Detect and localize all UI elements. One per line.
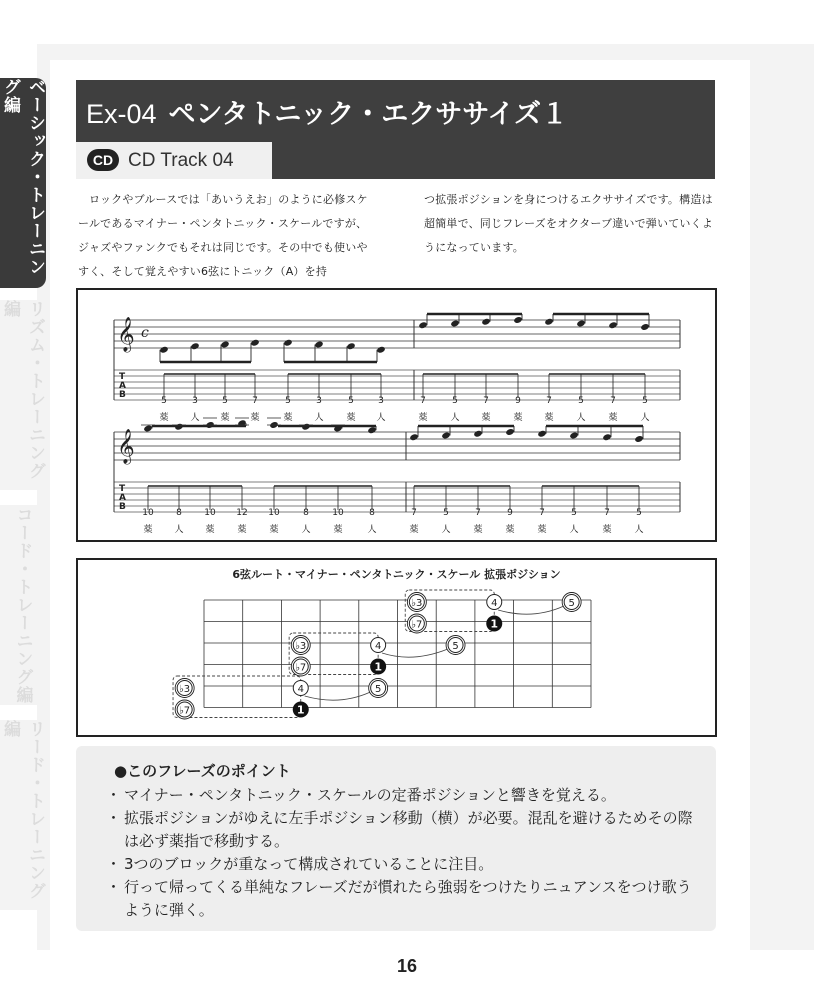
- fingering-label: 人: [314, 413, 324, 423]
- tab-number: 3: [192, 396, 198, 406]
- fingering-label: 人: [576, 413, 586, 423]
- note-label: 1: [490, 617, 499, 631]
- slide-connector: [305, 692, 371, 700]
- note-head: [301, 423, 310, 431]
- fingering-label: 薬: [537, 525, 547, 535]
- tab-number: 9: [515, 396, 521, 406]
- note-head: [418, 321, 427, 329]
- sidebar-tab-basic[interactable]: [0, 78, 46, 288]
- fingering-label: 薬: [159, 413, 169, 423]
- tab-number: 8: [303, 508, 309, 518]
- sidebar-tab-label: リード・トレーニング編: [0, 720, 45, 900]
- tab-number: 7: [411, 508, 417, 518]
- fingering-label: 薬: [409, 525, 419, 535]
- note-head: [367, 426, 376, 434]
- fingering-label: 人: [441, 525, 451, 535]
- tab-number: 5: [348, 396, 354, 406]
- intro-left-column: [78, 188, 376, 284]
- intro-right-text: つ拡張ポジションを身につけるエクササイズです。構造は超簡単で、同じフレーズをオクターブ違いで弾いていくようになっています。: [424, 193, 713, 254]
- sidebar-tab-lead[interactable]: [0, 720, 46, 910]
- tab-number: 7: [546, 396, 552, 406]
- note-head: [505, 428, 514, 436]
- intro-left-text: ロックやブルースでは「あいうえお」のように必修スケールであるマイナー・ペンタトニック・スケールですが、ジャズやファンクでもそれは同じです。その中でも使いやすく、そして覚えやすい6弦にトニック（A）を持: [78, 193, 368, 278]
- fingering-label: 人: [634, 525, 644, 535]
- fingering-label: 人: [450, 413, 460, 423]
- tab-number: 3: [378, 396, 384, 406]
- note-head: [450, 320, 459, 328]
- note-head: [174, 423, 183, 431]
- note-label: 4: [491, 598, 498, 609]
- tab-number: 7: [604, 508, 610, 518]
- score-notation: [78, 290, 715, 540]
- time-signature: c: [141, 325, 149, 341]
- points-heading: ●このフレーズのポイント: [114, 762, 291, 780]
- note-label: ♭3: [179, 684, 191, 695]
- tab-number: 5: [452, 396, 458, 406]
- tab-number: 10: [142, 508, 154, 518]
- note-label: 1: [374, 660, 382, 674]
- fingering-label: 人: [376, 413, 386, 423]
- treble-clef-icon: 𝄞: [117, 429, 135, 464]
- fingering-label: 薬: [513, 413, 523, 423]
- tab-number: 9: [507, 508, 513, 518]
- fingering-label: 人: [190, 413, 200, 423]
- note-head: [640, 323, 649, 331]
- note-head: [220, 341, 229, 349]
- tab-number: 5: [636, 508, 642, 518]
- tab-label: T: [119, 372, 126, 382]
- tab-number: 5: [222, 396, 228, 406]
- note-head: [159, 346, 168, 354]
- sidebar-tab-chord[interactable]: [0, 505, 46, 705]
- note-head: [190, 342, 199, 350]
- page-title: [86, 92, 568, 131]
- tab-number: 7: [610, 396, 616, 406]
- tab-number: 5: [571, 508, 577, 518]
- note-label: 5: [452, 641, 459, 652]
- note-label: ♭3: [295, 641, 307, 652]
- note-label: 1: [296, 703, 305, 717]
- treble-clef-icon: 𝄞: [117, 317, 135, 352]
- cd-track-label: CD Track 04: [128, 150, 234, 171]
- note-label: 4: [374, 641, 382, 652]
- fingering-label: 薬: [544, 413, 554, 423]
- fingering-label: 薬: [481, 413, 491, 423]
- note-label: 4: [297, 684, 304, 695]
- fingering-label: 人: [640, 413, 650, 423]
- points-list: [106, 784, 696, 922]
- note-head: [143, 425, 152, 433]
- note-head: [409, 433, 418, 441]
- point-item: ・ 拡張ポジションがゆえに左手ポジション移動（横）が必要。混乱を避けるためその際は必ず薬指で移動する。: [106, 807, 696, 853]
- note-head: [314, 341, 323, 349]
- fingering-label: 薬: [418, 413, 428, 423]
- fretboard-title: 6弦ルート・マイナー・ペンタトニック・スケール 拡張ポジション: [232, 568, 561, 581]
- note-head: [634, 435, 643, 443]
- note-head: [481, 318, 490, 326]
- point-item: ・ 3つのブロックが重なって構成されていることに注目。: [106, 853, 696, 876]
- note-head: [376, 346, 385, 354]
- fingering-label: 薬: [269, 525, 279, 535]
- fingering-label: 薬: [205, 525, 215, 535]
- note-head: [346, 342, 355, 350]
- fingering-label: 人: [301, 525, 311, 535]
- note-head: [283, 339, 292, 347]
- fretboard-diagram: [78, 560, 715, 735]
- note-label: ♭7: [295, 662, 307, 674]
- points-box: [76, 746, 716, 931]
- note-head: [473, 430, 482, 438]
- tab-number: 10: [204, 508, 216, 518]
- fingering-label: 薬: [250, 413, 260, 423]
- tab-number: 7: [539, 508, 545, 518]
- tab-number: 8: [176, 508, 182, 518]
- sidebar-tab-label: ベーシック・トレーニング編: [0, 78, 45, 276]
- tab-number: 7: [483, 396, 489, 406]
- fingering-label: 薬: [473, 525, 483, 535]
- note-label: ♭7: [179, 705, 191, 717]
- fingering-label: 薬: [283, 413, 293, 423]
- sidebar-tab-label: リズム・トレーニング編: [0, 300, 45, 480]
- page-number: 16: [396, 956, 418, 976]
- tab-number: 7: [252, 396, 258, 406]
- tab-label: T: [119, 484, 126, 494]
- sidebar-tab-label: コード・トレーニング編: [12, 506, 33, 704]
- score-box: [76, 288, 717, 542]
- tab-number: 5: [161, 396, 167, 406]
- fingering-label: 薬: [220, 413, 230, 423]
- tab-label: A: [119, 381, 126, 391]
- exercise-number: Ex-04: [86, 99, 157, 129]
- fingering-label: 薬: [333, 525, 343, 535]
- fingering-label: 薬: [143, 525, 153, 535]
- note-head: [544, 318, 553, 326]
- note-head: [608, 321, 617, 329]
- tab-number: 8: [369, 508, 375, 518]
- fingering-label: 人: [569, 525, 579, 535]
- slide-connector: [498, 606, 564, 614]
- tab-label: B: [119, 390, 126, 400]
- tab-number: 10: [332, 508, 344, 518]
- tab-number: 5: [285, 396, 291, 406]
- note-label: ♭3: [411, 598, 423, 609]
- fingering-label: 薬: [608, 413, 618, 423]
- tab-number: 5: [642, 396, 648, 406]
- point-item: ・ 行って帰ってくる単純なフレーズだが慣れたら強弱をつけたりニュアンスをつけ歌うように弾く。: [106, 876, 696, 922]
- tab-number: 7: [420, 396, 426, 406]
- fingering-label: 薬: [237, 525, 247, 535]
- fingering-label: 薬: [346, 413, 356, 423]
- cd-icon: CD: [87, 149, 119, 171]
- note-head: [513, 316, 522, 324]
- note-head: [441, 432, 450, 440]
- tab-number: 10: [268, 508, 280, 518]
- fretboard-box: [76, 558, 717, 737]
- point-item: ・ マイナー・ペンタトニック・スケールの定番ポジションと響きを覚える。: [106, 784, 696, 807]
- fingering-label: 薬: [505, 525, 515, 535]
- tab-number: 3: [316, 396, 322, 406]
- exercise-title: ペンタトニック・エクササイズ１: [168, 99, 569, 130]
- fingering-label: 人: [367, 525, 377, 535]
- fingering-label: 薬: [602, 525, 612, 535]
- fingering-label: 人: [174, 525, 184, 535]
- note-label: 5: [568, 598, 575, 609]
- sidebar-tab-rhythm[interactable]: [0, 300, 46, 490]
- tab-number: 7: [475, 508, 481, 518]
- tab-number: 5: [578, 396, 584, 406]
- tab-number: 12: [236, 508, 248, 518]
- note-head: [569, 432, 578, 440]
- note-head: [576, 320, 585, 328]
- note-label: ♭7: [411, 619, 423, 631]
- intro-right-column: [424, 188, 720, 260]
- note-head: [250, 339, 259, 347]
- note-head: [602, 433, 611, 441]
- tab-label: A: [119, 493, 126, 503]
- note-label: 5: [374, 684, 382, 695]
- tab-label: B: [119, 502, 126, 512]
- slide-connector: [382, 649, 448, 657]
- tab-number: 5: [443, 508, 449, 518]
- note-head: [537, 430, 546, 438]
